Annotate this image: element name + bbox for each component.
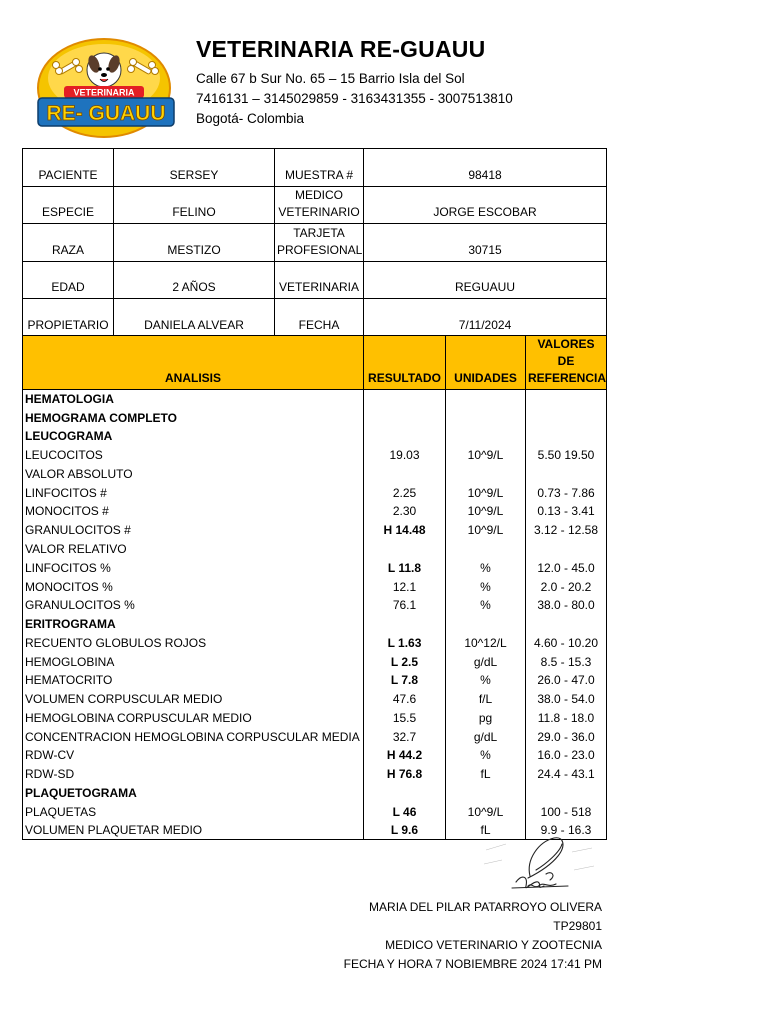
result-value: L 9.6 — [364, 821, 446, 840]
analysis-name: LEUCOCITOS — [23, 446, 364, 465]
veterinaria-value: REGUAUU — [364, 261, 607, 299]
table-row — [23, 446, 607, 465]
propietario-label: PROPIETARIO — [23, 299, 114, 337]
table-row — [23, 802, 607, 821]
unit-value: 10^9/L — [446, 802, 526, 821]
resultado-header: RESULTADO — [364, 336, 446, 390]
analysis-name: GRANULOCITOS % — [23, 596, 364, 615]
reguauu-logo — [34, 38, 178, 140]
table-row — [23, 502, 607, 521]
signer-id: TP29801 — [553, 919, 602, 933]
analisis-header: ANALISIS — [23, 336, 364, 390]
table-row — [23, 408, 607, 427]
unit-value: % — [446, 577, 526, 596]
analysis-name: PLAQUETAS — [23, 802, 364, 821]
result-value: L 7.8 — [364, 671, 446, 690]
analysis-name: GRANULOCITOS # — [23, 521, 364, 540]
result-value: L 11.8 — [364, 558, 446, 577]
reference-range: 0.73 - 7.86 — [526, 483, 607, 502]
table-row — [23, 521, 607, 540]
table-row — [23, 784, 607, 803]
unit-value: 10^12/L — [446, 633, 526, 652]
table-row — [23, 652, 607, 671]
medico-label: MEDICO VETERINARIO — [275, 186, 364, 224]
report-header — [0, 0, 768, 140]
result-value: 47.6 — [364, 690, 446, 709]
muestra-value: 98418 — [364, 149, 607, 187]
signed-at: FECHA Y HORA 7 NOBIEMBRE 2024 17:41 PM — [343, 957, 602, 971]
unit-value: pg — [446, 709, 526, 728]
clinic-phones: 7416131 – 3145029859 - 3163431355 - 3007513810 — [196, 91, 513, 106]
result-value: H 14.48 — [364, 521, 446, 540]
result-value: 15.5 — [364, 709, 446, 728]
result-value: 19.03 — [364, 446, 446, 465]
reference-range: 3.12 - 12.58 — [526, 521, 607, 540]
edad-value: 2 AÑOS — [114, 261, 275, 299]
analysis-name: HEMOGLOBINA CORPUSCULAR MEDIO — [23, 709, 364, 728]
signer-name: MARIA DEL PILAR PATARROYO OLIVERA — [369, 900, 602, 914]
unit-value: fL — [446, 765, 526, 784]
analysis-name: HEMOGLOBINA — [23, 652, 364, 671]
analysis-name: MONOCITOS # — [23, 502, 364, 521]
table-row — [23, 765, 607, 784]
result-value: 12.1 — [364, 577, 446, 596]
raza-label: RAZA — [23, 224, 114, 262]
table-row — [23, 690, 607, 709]
analysis-name: RDW-CV — [23, 746, 364, 765]
reference-range: 0.13 - 3.41 — [526, 502, 607, 521]
analysis-name: RDW-SD — [23, 765, 364, 784]
unit-value: % — [446, 671, 526, 690]
reference-range: 24.4 - 43.1 — [526, 765, 607, 784]
unit-value: 10^9/L — [446, 483, 526, 502]
section-title: PLAQUETOGRAMA — [23, 784, 364, 803]
reference-range: 5.50 19.50 — [526, 446, 607, 465]
raza-value: MESTIZO — [114, 224, 275, 262]
unit-value: % — [446, 596, 526, 615]
unidades-header: UNIDADES — [446, 336, 526, 390]
edad-label: EDAD — [23, 261, 114, 299]
reference-range: 16.0 - 23.0 — [526, 746, 607, 765]
reference-range: 29.0 - 36.0 — [526, 727, 607, 746]
result-value: H 44.2 — [364, 746, 446, 765]
tarjeta-label: TARJETA PROFESIONAL — [275, 224, 364, 262]
paciente-label: PACIENTE — [23, 149, 114, 187]
analysis-name: VALOR RELATIVO — [23, 540, 364, 559]
table-row — [23, 577, 607, 596]
table-row — [23, 465, 607, 484]
veterinaria-label: VETERINARIA — [275, 261, 364, 299]
unit-value: g/dL — [446, 727, 526, 746]
svg-text:RE- GUAUU: RE- GUAUU — [46, 102, 166, 125]
muestra-label: MUESTRA # — [275, 149, 364, 187]
analysis-name: VOLUMEN CORPUSCULAR MEDIO — [23, 690, 364, 709]
table-row — [23, 746, 607, 765]
result-value: L 46 — [364, 802, 446, 821]
propietario-value: DANIELA ALVEAR — [114, 299, 275, 337]
reference-range: 38.0 - 80.0 — [526, 596, 607, 615]
svg-text:VETERINARIA: VETERINARIA — [73, 87, 135, 98]
table-row — [23, 596, 607, 615]
table-row — [23, 709, 607, 728]
result-value: 2.30 — [364, 502, 446, 521]
reference-range: 38.0 - 54.0 — [526, 690, 607, 709]
results-table — [22, 335, 607, 840]
fecha-label: FECHA — [275, 299, 364, 337]
analysis-name: LINFOCITOS % — [23, 558, 364, 577]
reference-range: 2.0 - 20.2 — [526, 577, 607, 596]
analysis-name: MONOCITOS % — [23, 577, 364, 596]
section-title: HEMOGRAMA COMPLETO — [23, 408, 364, 427]
result-value: H 76.8 — [364, 765, 446, 784]
table-row — [23, 540, 607, 559]
analysis-name: VALOR ABSOLUTO — [23, 465, 364, 484]
info-row-raza — [23, 224, 607, 262]
unit-value: f/L — [446, 690, 526, 709]
reference-range: 8.5 - 15.3 — [526, 652, 607, 671]
analysis-name: RECUENTO GLOBULOS ROJOS — [23, 633, 364, 652]
unit-value: % — [446, 746, 526, 765]
unit-value: 10^9/L — [446, 446, 526, 465]
table-row — [23, 727, 607, 746]
unit-value: 10^9/L — [446, 521, 526, 540]
table-row — [23, 615, 607, 634]
section-title: HEMATOLOGIA — [23, 390, 364, 409]
referencia-header: VALORES DE REFERENCIA — [526, 336, 607, 390]
analysis-name: VOLUMEN PLAQUETAR MEDIO — [23, 821, 364, 840]
result-value: 2.25 — [364, 483, 446, 502]
table-row — [23, 427, 607, 446]
reference-range: 12.0 - 45.0 — [526, 558, 607, 577]
result-value: L 1.63 — [364, 633, 446, 652]
table-row — [23, 671, 607, 690]
especie-value: FELINO — [114, 186, 275, 224]
reference-range: 11.8 - 18.0 — [526, 709, 607, 728]
tarjeta-value: 30715 — [364, 224, 607, 262]
analysis-name: HEMATOCRITO — [23, 671, 364, 690]
table-row — [23, 390, 607, 409]
results-header-row — [23, 336, 607, 390]
info-row-edad — [23, 261, 607, 299]
patient-info-table — [22, 148, 607, 337]
paciente-value: SERSEY — [114, 149, 275, 187]
reference-range: 9.9 - 16.3 — [526, 821, 607, 840]
unit-value: 10^9/L — [446, 502, 526, 521]
clinic-address: Calle 67 b Sur No. 65 – 15 Barrio Isla del Sol — [196, 71, 465, 86]
info-row-propietario — [23, 299, 607, 337]
table-row — [23, 558, 607, 577]
clinic-city: Bogotá- Colombia — [196, 111, 305, 126]
info-row-paciente — [23, 149, 607, 187]
reference-range: 4.60 - 10.20 — [526, 633, 607, 652]
unit-value: % — [446, 558, 526, 577]
result-value: 32.7 — [364, 727, 446, 746]
analysis-name: LINFOCITOS # — [23, 483, 364, 502]
result-value: L 2.5 — [364, 652, 446, 671]
result-value: 76.1 — [364, 596, 446, 615]
section-title: LEUCOGRAMA — [23, 427, 364, 446]
analysis-name: CONCENTRACION HEMOGLOBINA CORPUSCULAR MEDIA — [23, 727, 364, 746]
table-row — [23, 633, 607, 652]
info-row-especie — [23, 186, 607, 224]
table-row — [23, 483, 607, 502]
reference-range: 100 - 518 — [526, 802, 607, 821]
reference-range: 26.0 - 47.0 — [526, 671, 607, 690]
handwritten-signature — [476, 830, 600, 896]
signer-title: MEDICO VETERINARIO Y ZOOTECNIA — [385, 938, 602, 952]
fecha-value: 7/11/2024 — [364, 299, 607, 337]
especie-label: ESPECIE — [23, 186, 114, 224]
medico-value: JORGE ESCOBAR — [364, 186, 607, 224]
clinic-name: VETERINARIA RE-GUAUU — [196, 36, 486, 62]
section-title: ERITROGRAMA — [23, 615, 364, 634]
unit-value: g/dL — [446, 652, 526, 671]
unit-value: fL — [446, 821, 526, 840]
